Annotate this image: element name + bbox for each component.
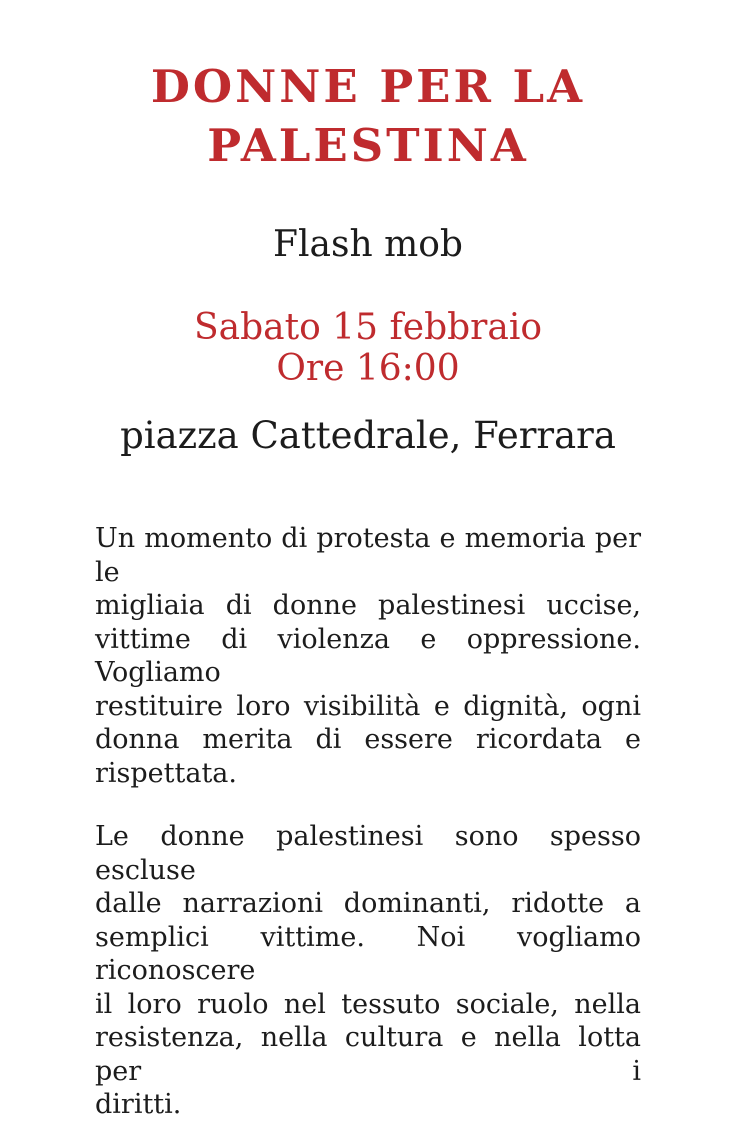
paragraph-line: vittime di violenza e oppressione. Vogliamo — [95, 623, 641, 688]
paragraph-line: donna merita di essere ricordata e — [95, 724, 641, 755]
paragraph-line: dalle narrazioni dominanti, ridotte a — [95, 888, 641, 919]
paragraph-line: rispettata. — [95, 757, 237, 789]
body-text — [95, 522, 641, 1122]
paragraph-1 — [95, 522, 641, 790]
paragraph-line: Le donne palestinesi sono spesso escluse — [95, 821, 641, 886]
event-date: Sabato 15 febbraio — [193, 307, 543, 348]
event-time: Ore 16:00 — [276, 348, 460, 389]
paragraph-line: resistenza, nella cultura e nella lotta per i — [95, 1022, 641, 1087]
poster-title — [95, 57, 641, 175]
paragraph-line: il loro ruolo nel tessuto sociale, nella — [95, 988, 641, 1020]
event-datetime — [95, 307, 641, 389]
poster-title-line-2: PALESTINA — [207, 119, 529, 172]
poster-title-line-1: DONNE PER LA — [150, 60, 586, 113]
event-location: piazza Cattedrale, Ferrara — [120, 414, 616, 457]
paragraph-line: migliaia di donne palestinesi uccise, — [95, 590, 641, 621]
flyer-page — [95, 0, 641, 1122]
paragraph-line: diritti. — [95, 1089, 182, 1120]
paragraph-2 — [95, 820, 641, 1122]
event-subtitle: Flash mob — [273, 224, 463, 265]
paragraph-line: restituire loro visibilità e dignità, ogni — [95, 690, 641, 722]
paragraph-line: Un momento di protesta e memoria per le — [95, 523, 641, 588]
paragraph-line: semplici vittime. Noi vogliamo riconoscere — [95, 921, 641, 986]
